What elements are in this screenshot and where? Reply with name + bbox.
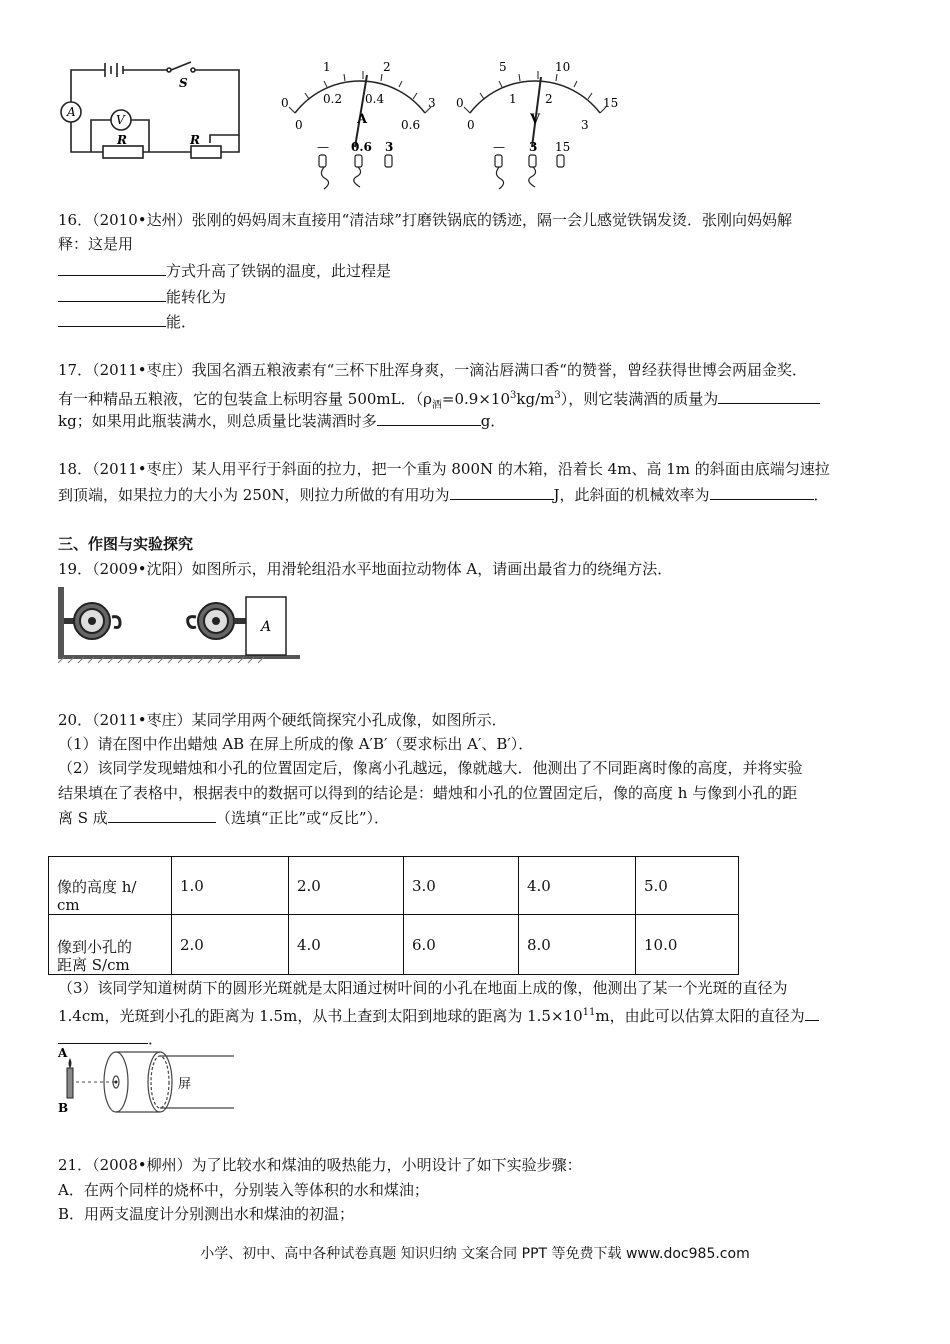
q20-line-7	[58, 1003, 819, 1026]
pulley-figure	[58, 587, 300, 669]
q17-density-unit: kg/m	[516, 390, 555, 408]
voltmeter-top-tick-3: 15	[603, 96, 619, 110]
q16-line-5	[58, 312, 196, 332]
candle-label-b: B	[58, 1101, 69, 1115]
ammeter-terminal-0-6: 0.6	[351, 140, 372, 154]
q17-line-1: 17．（2011•枣庄）我国名酒五粮液素有“三杯下肚浑身爽，一滴沾唇满口香“的赞誉，曾经获得世博会两届金奖．	[58, 361, 807, 379]
q16-line-1: 16．（2010•达州）张刚的妈妈周末直接用“清洁球”打磨铁锅底的锈迹，隔一会儿感觉铁锅发烫．张刚向妈妈解	[58, 211, 792, 229]
ammeter-bottom-tick-0: 0	[295, 118, 303, 132]
ammeter-terminal-neg: —	[317, 140, 329, 154]
q18-line-2-tail: ．	[813, 486, 829, 504]
q17-density-value: =0.9×10	[441, 390, 510, 408]
voltmeter-symbol-label: V	[116, 113, 125, 127]
table-cell: 10.0	[636, 915, 739, 975]
ammeter-bottom-tick-2: 0.4	[365, 92, 385, 106]
q20-line-5	[58, 808, 389, 828]
voltmeter-top-tick-1: 5	[499, 60, 507, 74]
q16-line-4-text: 能转化为	[166, 288, 227, 306]
q16-line-4	[58, 287, 226, 307]
q20-line-4: 结果填在了表格中，根据表中的数据可以得到的结论是：蜡烛和小孔的位置固定后，像的高度 h 与像到小孔的距	[58, 784, 798, 802]
ammeter-terminal-3: 3	[385, 140, 394, 154]
q18-blank-1[interactable]	[450, 485, 554, 500]
q16-line-3	[58, 261, 391, 281]
screen-label: 屏	[178, 1077, 192, 1092]
q19-line-1: 19．（2009•沈阳）如图所示，用滑轮组沿水平地面拉动物体 A，请画出最省力的绕绳方法．	[58, 560, 673, 578]
ammeter-symbol-label: A	[67, 105, 76, 119]
voltmeter-bottom-tick-1: 1	[509, 92, 517, 106]
table-cell: 2.0	[172, 915, 289, 975]
table-cell: 2.0	[289, 857, 404, 915]
paper-tubes	[104, 1052, 234, 1112]
table-cell: 3.0	[404, 857, 519, 915]
table-row	[49, 915, 739, 975]
q20-line-3: （2）该同学发现蜡烛和小孔的位置固定后，像离小孔越远，像就越大．他测出了不同距离时像的高度，并将实验	[58, 759, 803, 777]
q21-line-2: A．在两个同样的烧杯中，分别装入等体积的水和煤油；	[58, 1181, 429, 1199]
voltmeter-bottom-tick-3: 3	[581, 118, 589, 132]
q16-blank-2[interactable]	[58, 287, 166, 302]
q20-line-2: （1）请在图中作出蜡烛 AB 在屏上所成的像 A′B′（要求标出 A′、B′）．	[58, 735, 534, 753]
voltmeter-bottom-tick-2: 2	[545, 92, 553, 106]
pinhole-camera-figure	[56, 1046, 246, 1118]
q17-rho-subscript: 酒	[431, 400, 442, 411]
table-cell: 8.0	[519, 915, 636, 975]
ammeter-top-tick-3: 3	[428, 96, 436, 110]
q17-density-unit-exponent: 3	[554, 390, 561, 401]
q16-blank-3[interactable]	[58, 312, 166, 327]
voltmeter-unit-label: V	[530, 112, 541, 127]
ammeter-dial	[281, 60, 436, 189]
fixed-pulley-icon	[64, 603, 120, 639]
table-cell: 6.0	[404, 915, 519, 975]
q20-line-5-text: 离 S 成	[58, 809, 108, 827]
q17-density-exponent: 3	[510, 390, 517, 401]
table-row-header: 像的高度 h/ cm	[49, 857, 172, 915]
q17-blank-1[interactable]	[718, 389, 820, 404]
table-cell: 5.0	[636, 857, 739, 915]
q18-line-2-mid: J，此斜面的机械效率为	[553, 486, 710, 504]
q16-line-2: 释：这是用	[58, 235, 134, 253]
movable-pulley-icon	[188, 603, 246, 639]
q20-line-8-text: ．	[148, 1030, 164, 1048]
q18-line-2-text: 到顶端，如果拉力的大小为 250N，则拉力所做的有用功为	[58, 486, 450, 504]
voltmeter-top-tick-2: 10	[555, 60, 571, 74]
circuit-diagram	[61, 62, 239, 158]
candle-label-a: A	[58, 1046, 68, 1060]
section-3-title: 三、作图与实验探究	[58, 535, 194, 553]
candle-icon	[67, 1058, 73, 1098]
q17-blank-2[interactable]	[377, 411, 481, 426]
q20-distance-exponent: 11	[582, 1007, 596, 1018]
page-footer: 小学、初中、高中各种试卷真题 知识归纳 文案合同 PPT 等免费下载 www.doc985.com	[200, 1246, 750, 1262]
voltmeter-dial	[456, 60, 618, 189]
q18-line-2	[58, 485, 829, 505]
q16-line-5-text: 能．	[166, 313, 197, 331]
switch-label: S	[179, 76, 188, 90]
q20-data-table	[48, 856, 739, 975]
circuit-and-meters-figure	[55, 55, 635, 190]
resistor-label: R	[117, 133, 127, 147]
ammeter-top-tick-2: 2	[383, 60, 391, 74]
ammeter-bottom-tick-1: 0.2	[323, 92, 343, 106]
q21-line-1: 21．（2008•柳州）为了比较水和煤油的吸热能力，小明设计了如下实验步骤：	[58, 1156, 582, 1174]
q16-blank-1[interactable]	[58, 261, 166, 276]
q20-blank-2a[interactable]	[805, 1006, 819, 1021]
voltmeter-terminal-15: 15	[555, 140, 571, 154]
table-row-header: 像到小孔的 距离 S/cm	[49, 915, 172, 975]
table-cell: 4.0	[519, 857, 636, 915]
pinhole	[115, 1081, 118, 1084]
voltmeter-bottom-tick-0: 0	[467, 118, 475, 132]
q18-blank-2[interactable]	[710, 485, 814, 500]
q20-blank-2b[interactable]	[58, 1029, 148, 1044]
ammeter-top-tick-0: 0	[281, 96, 289, 110]
q20-line-5-tail: （选填“正比”或“反比”）．	[215, 809, 389, 827]
voltmeter-top-tick-0: 0	[456, 96, 464, 110]
q20-line-7-tail: m，由此可以估算太阳的直径为	[595, 1007, 805, 1025]
rheostat-label: R	[190, 133, 200, 147]
ammeter-bottom-tick-3: 0.6	[401, 118, 421, 132]
q20-blank-1[interactable]	[108, 808, 216, 823]
ammeter-unit-label: A	[357, 112, 368, 127]
voltmeter-terminal-neg: —	[493, 140, 505, 154]
q16-line-3-text: 方式升高了铁锅的温度，此过程是	[166, 262, 392, 280]
table-row	[49, 857, 739, 915]
ammeter-top-tick-1: 1	[323, 60, 331, 74]
block-a-label: A	[261, 619, 272, 635]
q20-line-7-text: 1.4cm，光斑到小孔的距离为 1.5m，从书上查到太阳到地球的距离为 1.5×10	[58, 1007, 583, 1025]
q17-line-2-text: 有一种精品五粮液，它的包装盒上标明容量 500mL．（ρ	[58, 390, 432, 408]
q20-line-1: 20．（2011•枣庄）某同学用两个硬纸筒探究小孔成像，如图所示．	[58, 711, 507, 729]
q18-line-1: 18．（2011•枣庄）某人用平行于斜面的拉力，把一个重为 800N 的木箱，沿着长 4m、高 1m 的斜面由底端匀速拉	[58, 460, 830, 478]
q17-line-3-text: kg；如果用此瓶装满水，则总质量比装满酒时多	[58, 412, 377, 430]
q17-line-3-tail: g．	[480, 412, 506, 430]
q21-line-3: B．用两支温度计分别测出水和煤油的初温；	[58, 1205, 355, 1223]
q17-line-2-tail: ），则它装满酒的质量为	[560, 390, 719, 408]
voltmeter-terminal-3: 3	[529, 140, 538, 154]
table-cell: 1.0	[172, 857, 289, 915]
q20-line-6: （3）该同学知道树荫下的圆形光斑就是太阳通过树叶间的小孔在地面上成的像，他测出了某一个光斑的直径为	[58, 979, 788, 997]
table-cell: 4.0	[289, 915, 404, 975]
q17-line-3	[58, 411, 505, 431]
